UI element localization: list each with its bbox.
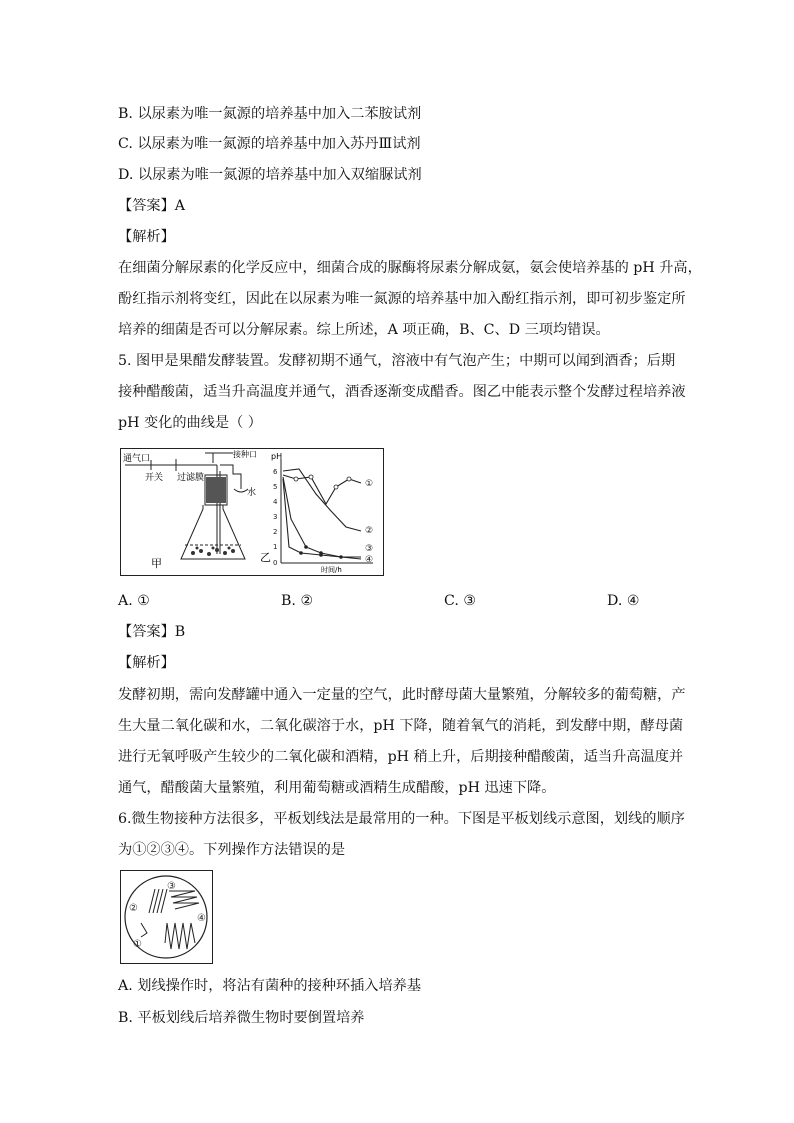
streak-2 bbox=[149, 889, 167, 913]
cotton-plug bbox=[206, 477, 226, 503]
y-tick: 4 bbox=[273, 498, 278, 506]
y-tick: 6 bbox=[273, 468, 278, 476]
q5-stem-line-2: 接种醋酸菌，适当升高温度并通气，酒香逐渐变成醋香。图乙中能表示整个发酵过程培养液 bbox=[118, 384, 686, 400]
q5-answer: 【答案】B bbox=[118, 624, 186, 640]
q5-figure bbox=[120, 448, 384, 576]
q5-stem-line-3: pH 变化的曲线是（ ） bbox=[118, 415, 262, 431]
y-tick: 1 bbox=[273, 543, 278, 551]
streak-1 bbox=[141, 923, 147, 937]
q6-option-b: B. 平板划线后培养微生物时要倒置培养 bbox=[118, 1010, 365, 1026]
q6-stem-line-2: 为①②③④。下列操作方法错误的是 bbox=[118, 842, 346, 858]
q4-analysis-line-1: 在细菌分解尿素的化学反应中，细菌合成的脲酶将尿素分解成氨，氨会使培养基的 pH 升高， bbox=[118, 260, 702, 276]
q5-analysis-line-1: 发酵初期，需向发酵罐中通入一定量的空气，此时酵母菌大量繁殖，分解较多的葡萄糖，产 bbox=[118, 687, 686, 703]
q5-analysis-title: 【解析】 bbox=[118, 655, 175, 671]
q4-option-b: B. 以尿素为唯一氮源的培养基中加入二苯胺试剂 bbox=[118, 106, 422, 122]
streak-4 bbox=[165, 923, 195, 949]
q6-figure bbox=[120, 870, 213, 964]
inlet-label: 通气口 bbox=[123, 454, 151, 464]
y-tick: 5 bbox=[273, 483, 278, 491]
q4-analysis-line-2: 酚红指示剂将变红，因此在以尿素为唯一氮源的培养基中加入酚红指示剂，即可初步鉴定所 bbox=[118, 291, 686, 307]
x-axis-label: 时间/h bbox=[321, 566, 342, 574]
curve-3 bbox=[283, 477, 361, 557]
q5-option-a: A. ① bbox=[118, 593, 150, 609]
filter-label: 过滤膜 bbox=[177, 473, 205, 483]
streak-plate-diagram bbox=[121, 871, 212, 963]
q5-stem-line-1: 5. 图甲是果醋发酵装置。发酵初期不通气，溶液中有气泡产生；中期可以闻到酒香；后期 bbox=[118, 353, 676, 369]
streak-3 bbox=[169, 891, 199, 909]
q5-option-c: C. ③ bbox=[444, 593, 477, 609]
q5-analysis-line-4: 通气，醋酸菌大量繁殖，利用葡萄糖或酒精生成醋酸，pH 迅速下降。 bbox=[118, 780, 556, 796]
q5-analysis-line-3: 进行无氧呼吸产生较少的二氧化碳和酒精，pH 稍上升，后期接种醋酸菌，适当升高温度并 bbox=[118, 749, 684, 765]
curve-4 bbox=[283, 479, 361, 559]
curve-label-1: ① bbox=[365, 479, 374, 489]
curve-label-2: ② bbox=[365, 526, 374, 536]
streak-label-2: ② bbox=[129, 903, 138, 914]
streak-label-1: ① bbox=[133, 939, 142, 950]
q5-option-b: B. ② bbox=[281, 593, 314, 609]
inoculation-label: 接种口 bbox=[233, 450, 257, 459]
q6-option-a: A. 划线操作时，将沾有菌种的接种环插入培养基 bbox=[118, 978, 422, 994]
y-tick: 3 bbox=[273, 513, 278, 521]
y-axis-label: pH bbox=[271, 452, 283, 461]
y-tick: 0 bbox=[273, 559, 278, 567]
q4-analysis-title: 【解析】 bbox=[118, 229, 175, 245]
streak-label-3: ③ bbox=[167, 881, 176, 892]
label-yi: 乙 bbox=[260, 551, 271, 564]
q6-stem-line-1: 6.微生物接种方法很多，平板划线法是最常用的一种。下图是平板划线示意图，划线的顺序 bbox=[118, 811, 685, 827]
conical-flask bbox=[181, 505, 245, 559]
y-tick: 2 bbox=[273, 528, 278, 536]
q4-option-c: C. 以尿素为唯一氮源的培养基中加入苏丹Ⅲ试剂 bbox=[118, 136, 421, 152]
label-jia: 甲 bbox=[151, 557, 162, 570]
water-label: 水 bbox=[247, 488, 257, 498]
q5-analysis-line-2: 生大量二氧化碳和水，二氧化碳溶于水，pH 下降，随着氧气的消耗，到发酵中期，酵母菌 bbox=[118, 718, 684, 734]
curve-label-4: ④ bbox=[365, 555, 374, 565]
q4-answer: 【答案】A bbox=[118, 198, 185, 214]
q4-analysis-line-3: 培养的细菌是否可以分解尿素。综上所述，A 项正确，B、C、D 三项均错误。 bbox=[118, 322, 610, 338]
switch-label: 开关 bbox=[145, 473, 164, 483]
fermentation-diagram bbox=[121, 449, 383, 575]
q5-option-d: D. ④ bbox=[607, 593, 640, 609]
curve-label-3: ③ bbox=[365, 544, 374, 554]
streak-label-4: ④ bbox=[197, 913, 206, 924]
q4-option-d: D. 以尿素为唯一氮源的培养基中加入双缩脲试剂 bbox=[118, 167, 422, 183]
